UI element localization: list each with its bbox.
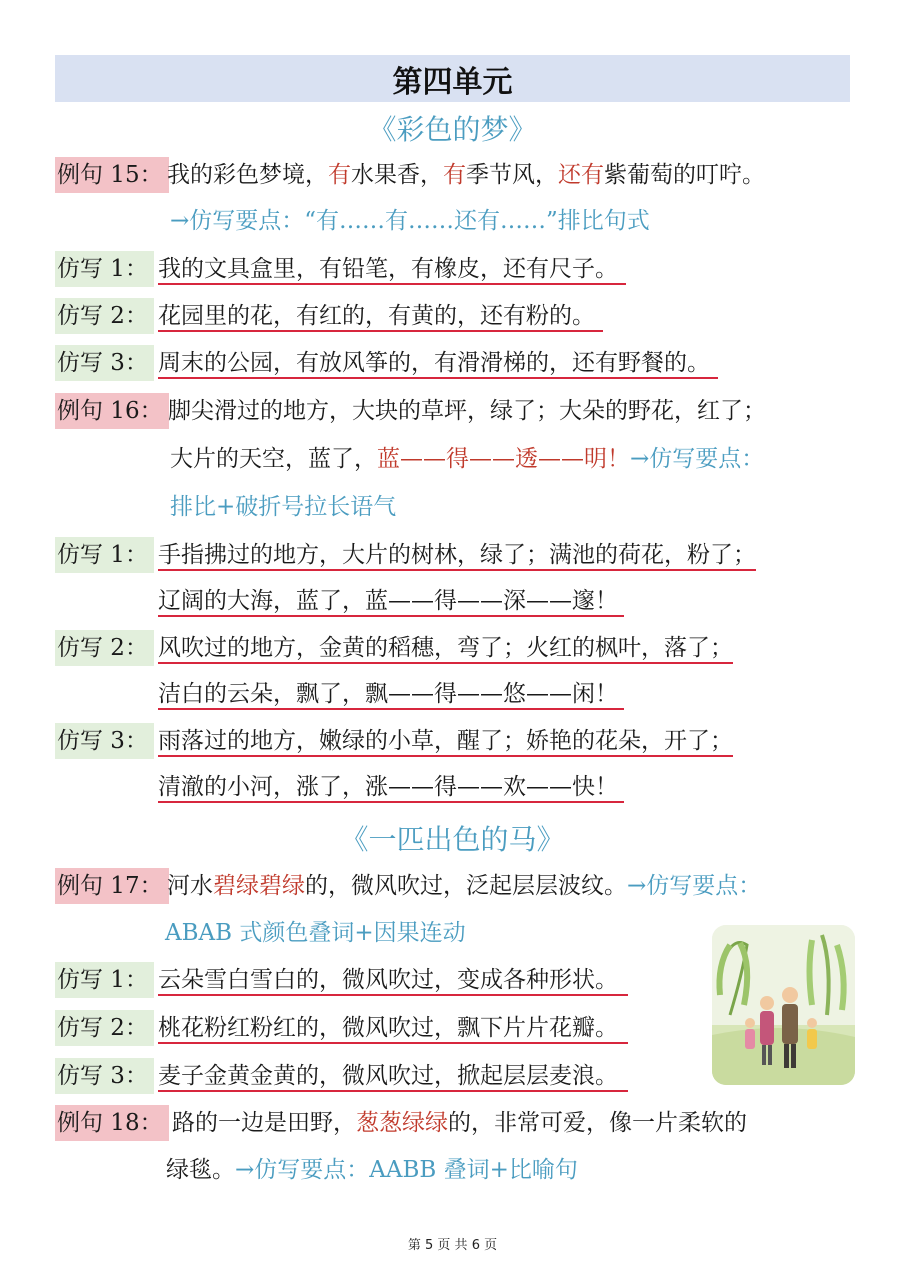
writing-tip: 排比+破折号拉长语气 [170,494,397,520]
example-tag: 例句 18： [55,1105,169,1141]
imitation-line: 辽阔的大海，蓝了，蓝——得——深——邃！ [158,583,624,619]
imitation-tag: 仿写 2： [55,1010,154,1046]
imitation-line: 洁白的云朵，飘了，飘——得——悠——闲！ [158,676,624,712]
example-sentence-line: 路的一边是田野，葱葱绿绿的，非常可爱，像一片柔软的 [172,1110,747,1136]
imitation-sentence: 我的文具盒里，有铅笔，有橡皮，还有尺子。 [158,251,626,287]
imitation-tag: 仿写 2： [55,630,154,666]
example-sentence: 我的彩色梦境，有水果香，有季节风，还有紫葡萄的叮咛。 [167,162,765,188]
example-sentence-line: 大片的天空，蓝了，蓝——得——透——明！→仿写要点： [170,446,765,472]
imitation-sentence: 云朵雪白雪白的，微风吹过，变成各种形状。 [158,962,628,998]
example-sentence-line: 脚尖滑过的地方，大块的草坪，绿了；大朵的野花，红了； [168,398,766,424]
writing-tip: →仿写要点：“有……有……还有……”排比句式 [170,208,650,234]
example-tag: 例句 16： [55,393,169,429]
imitation-sentence: 花园里的花，有红的，有黄的，还有粉的。 [158,298,603,334]
imitation-line: 雨落过的地方，嫩绿的小草，醒了；娇艳的花朵，开了； [158,723,733,759]
imitation-tag: 仿写 1： [55,251,154,287]
example-tag: 例句 17： [55,868,169,904]
example-sentence-line: 绿毯。→仿写要点：AABB 叠词+比喻句 [166,1157,578,1183]
imitation-sentence: 桃花粉红粉红的，微风吹过，飘下片片花瓣。 [158,1010,628,1046]
page-footer: 第 5 页 共 6 页 [407,1238,498,1253]
imitation-tag: 仿写 3： [55,723,154,759]
writing-tip: ABAB 式颜色叠词+因果连动 [165,920,466,946]
imitation-tag: 仿写 1： [55,537,154,573]
unit-title: 第四单元 [55,55,850,102]
imitation-sentence: 周末的公园，有放风筝的，有滑滑梯的，还有野餐的。 [158,345,718,381]
imitation-line: 手指拂过的地方，大片的树林，绿了；满池的荷花，粉了； [158,537,756,573]
imitation-tag: 仿写 1： [55,962,154,998]
family-walking-illustration [712,925,855,1085]
imitation-line: 清澈的小河，涨了，涨——得——欢——快！ [158,769,624,805]
lesson-title-colorful-dream: 《彩色的梦》 [368,113,537,146]
imitation-line: 风吹过的地方，金黄的稻穗，弯了；火红的枫叶，落了； [158,630,733,666]
example-tag: 例句 15： [55,157,169,193]
imitation-tag: 仿写 3： [55,1058,154,1094]
lesson-title-excellent-horse: 《一匹出色的马》 [340,823,565,856]
imitation-tag: 仿写 3： [55,345,154,381]
example-sentence: 河水碧绿碧绿的，微风吹过，泛起层层波纹。→仿写要点： [167,873,762,899]
imitation-sentence: 麦子金黄金黄的，微风吹过，掀起层层麦浪。 [158,1058,628,1094]
imitation-tag: 仿写 2： [55,298,154,334]
